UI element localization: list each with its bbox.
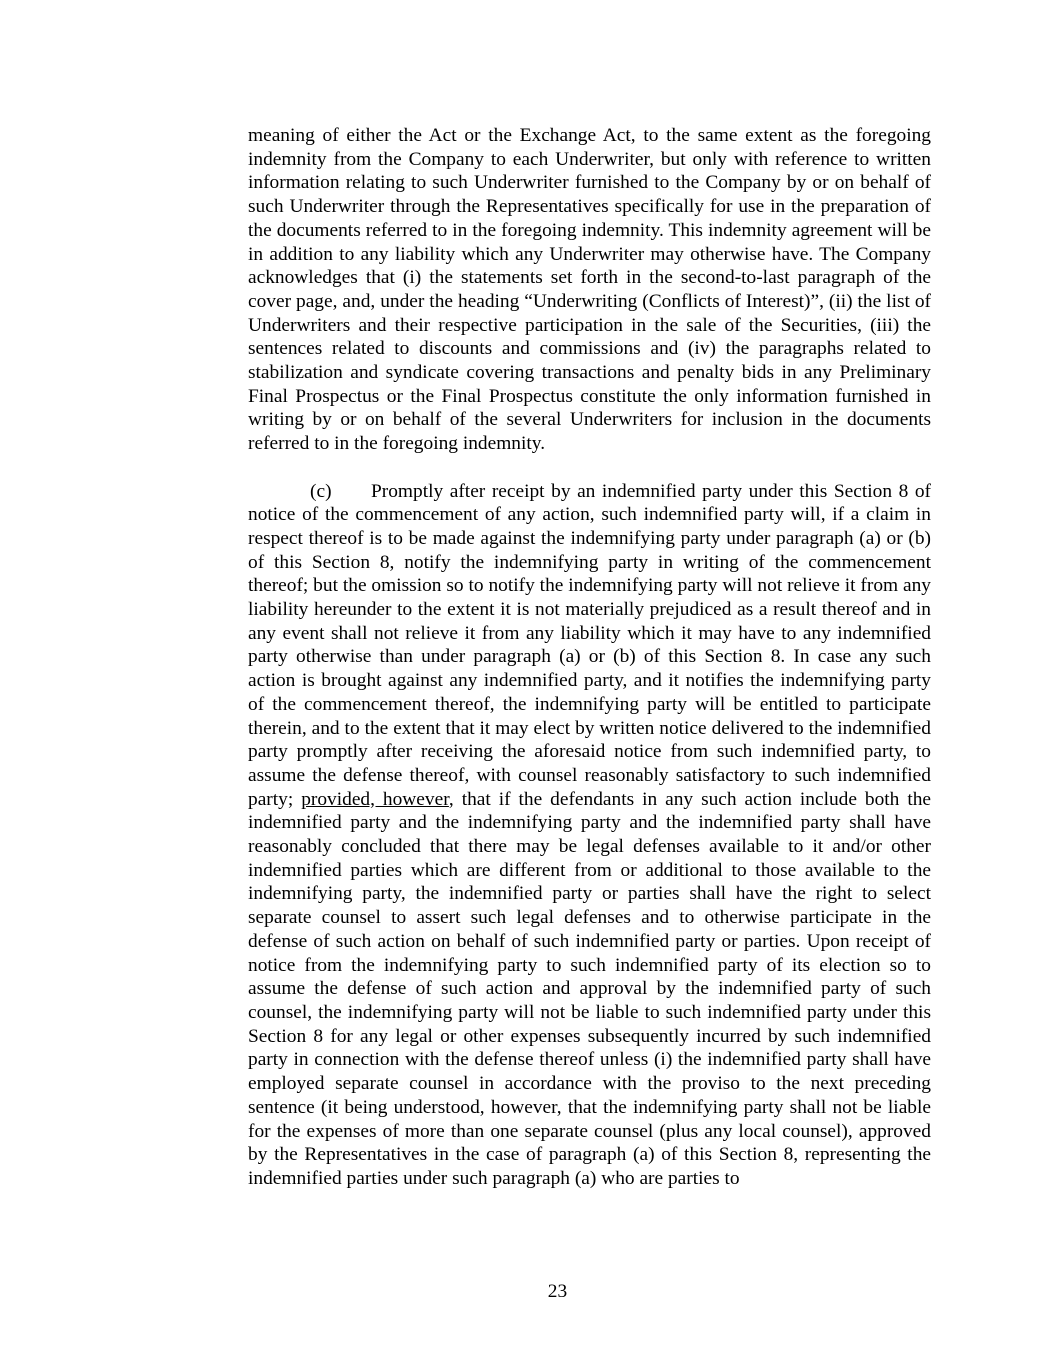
paragraph-continued: meaning of either the Act or the Exchange Act, to the same extent as the foregoing indemnity from the Company to each Underwriter, but only with reference to written information relating to such Underwriter furnished to the Company by or on behalf of such Underwriter through the Representatives specifically for use in the preparation of the documents referred to in the foregoing indemnity. This indemnity agreement will be in addition to any liability which any Underwriter may otherwise have. The Company acknowledges that (i) the statements set forth in the second-to-last paragraph of the cover page, and, under the heading “Underwriting (Conflicts of Interest)”, (ii) the list of Underwriters and their respective participation in the sale of the Securities, (iii) the sentences related to discounts and commissions and (iv) the paragraphs related to stabilization and syndicate covering transactions and penalty bids in any Preliminary Final Prospectus or the Final Prospectus constitute the only information furnished in writing by or on behalf of the several Underwriters for inclusion in the documents referred to in the foregoing indemnity.: [248, 125, 931, 455]
body-text: [248, 124, 931, 1191]
paragraph-c-label: (c): [310, 480, 332, 502]
page-number: 23: [547, 1281, 568, 1302]
paragraph-c: [248, 480, 931, 1191]
provided-however-term: provided, however: [301, 788, 449, 810]
paragraph-c-text-after: , that if the defendants in any such action include both the indemnified party and the indemnifying party and the indemnified party shall have reasonably concluded that there may be legal defenses available to it and/or other indemnified parties which are different from or additional to those available to the indemnifying party, the indemnified party or parties shall have the right to select separate counsel to assert such legal defenses and to otherwise participate in the defense of such action on behalf of such indemnified party or parties. Upon receipt of notice from the indemnifying party to such indemnified party of its election so to assume the defense of such action and approval by the indemnified party of such counsel, the indemnifying party will not be liable to such indemnified party under this Section 8 for any legal or other expenses subsequently incurred by such indemnified party in connection with the defense thereof unless (i) the indemnified party shall have employed separate counsel in accordance with the proviso to the next preceding sentence (it being understood, however, that the indemnifying party shall not be liable for the expenses of more than one separate counsel (plus any local counsel), approved by the Representatives in the case of paragraph (a) of this Section 8, representing the indemnified parties under such paragraph (a) who are parties to: [248, 788, 932, 1189]
paragraph-c-text-before: Promptly after receipt by an indemnified party under this Section 8 of notice of the commencement of any action, such indemnified party will, if a claim in respect thereof is to be made against the indemnifying party under paragraph (a) or (b) of this Section 8, notify the indemnifying party in writing of the commencement thereof; but the omission so to notify the indemnifying party will not relieve it from any liability hereunder to the extent it is not materially prejudiced as a result thereof and in any event shall not relieve it from any liability which it may have to any indemnified party otherwise than under paragraph (a) or (b) of this Section 8. In case any such action is brought against any indemnified party, and it notifies the indemnifying party of the commencement thereof, the indemnifying party will be entitled to participate therein, and to the extent that it may elect by written notice delivered to the indemnified party promptly after receiving the aforesaid notice from such indemnified party, to assume the defense thereof, with counsel reasonably satisfactory to such indemnified party;: [248, 480, 931, 810]
